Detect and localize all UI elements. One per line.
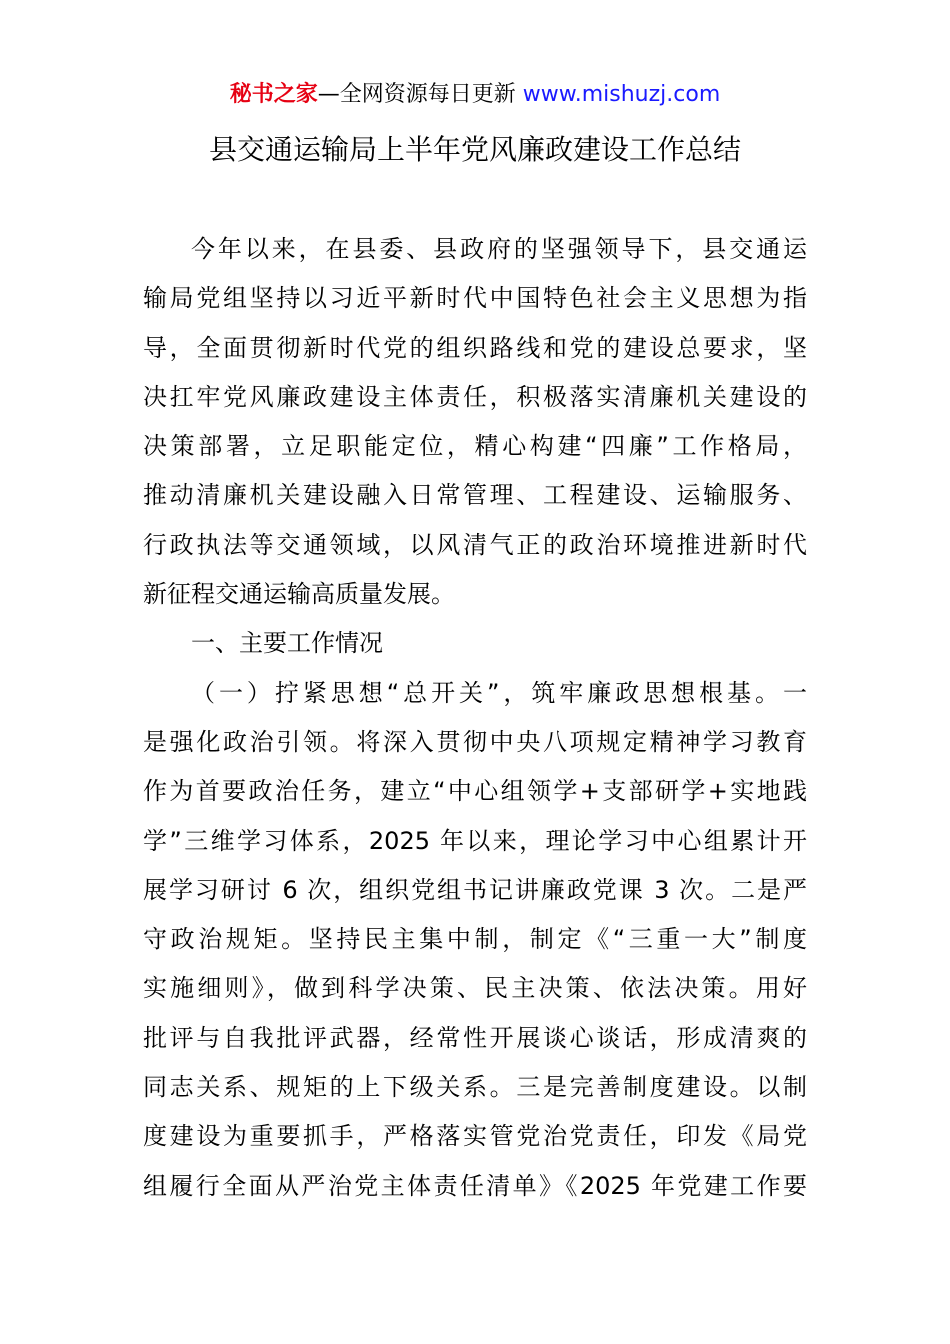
document-body [143,225,807,1211]
body-line: 同志关系、规矩的上下级关系。三是完善制度建设。以制 [143,1073,807,1102]
body-line: 新征程交通运输高质量发展。 [143,580,455,609]
site-url-link[interactable]: www.mishuzj.com [522,82,721,107]
body-line: （一）拧紧思想“总开关”，筑牢廉政思想根基。一 [191,678,807,707]
body-line: 守政治规矩。坚持民主集中制，制定《“三重一大”制度 [143,925,807,954]
body-line: 推动清廉机关建设融入日常管理、工程建设、运输服务、 [143,481,807,510]
body-line: 组履行全面从严治党主体责任清单》《2025 年党建工作要 [143,1171,807,1200]
body-line: 决扛牢党风廉政建设主体责任，积极落实清廉机关建设的 [143,382,807,411]
site-tagline: —全网资源每日更新 [317,82,516,107]
body-line: 学”三维学习体系，2025 年以来，理论学习中心组累计开 [143,826,807,855]
body-line: 作为首要政治任务，建立“中心组领学+支部研学+实地践 [143,777,807,806]
body-line: 行政执法等交通领域，以风清气正的政治环境推进新时代 [143,530,807,559]
body-line: 展学习研讨 6 次，组织党组书记讲廉政党课 3 次。二是严 [143,875,807,904]
body-line: 输局党组坚持以习近平新时代中国特色社会主义思想为指 [143,284,807,313]
site-brand: 秘书之家 [229,82,318,107]
body-line: 实施细则》，做到科学决策、民主决策、依法决策。用好 [143,974,807,1003]
body-line: 度建设为重要抓手，严格落实管党治党责任，印发《局党 [143,1122,807,1151]
body-line: 决策部署，立足职能定位，精心构建“四廉”工作格局， [143,432,807,461]
document-title: 县交通运输局上半年党风廉政建设工作总结 [208,133,741,166]
body-line: 今年以来，在县委、县政府的坚强领导下，县交通运 [191,235,807,263]
body-line: 批评与自我批评武器，经常性开展谈心谈话，形成清爽的 [143,1023,807,1052]
body-line: 是强化政治引领。将深入贯彻中央八项规定精神学习教育 [143,727,807,756]
site-header [0,80,950,110]
body-line: 导，全面贯彻新时代党的组织路线和党的建设总要求，坚 [143,333,807,362]
section-heading: 一、主要工作情况 [191,629,383,658]
